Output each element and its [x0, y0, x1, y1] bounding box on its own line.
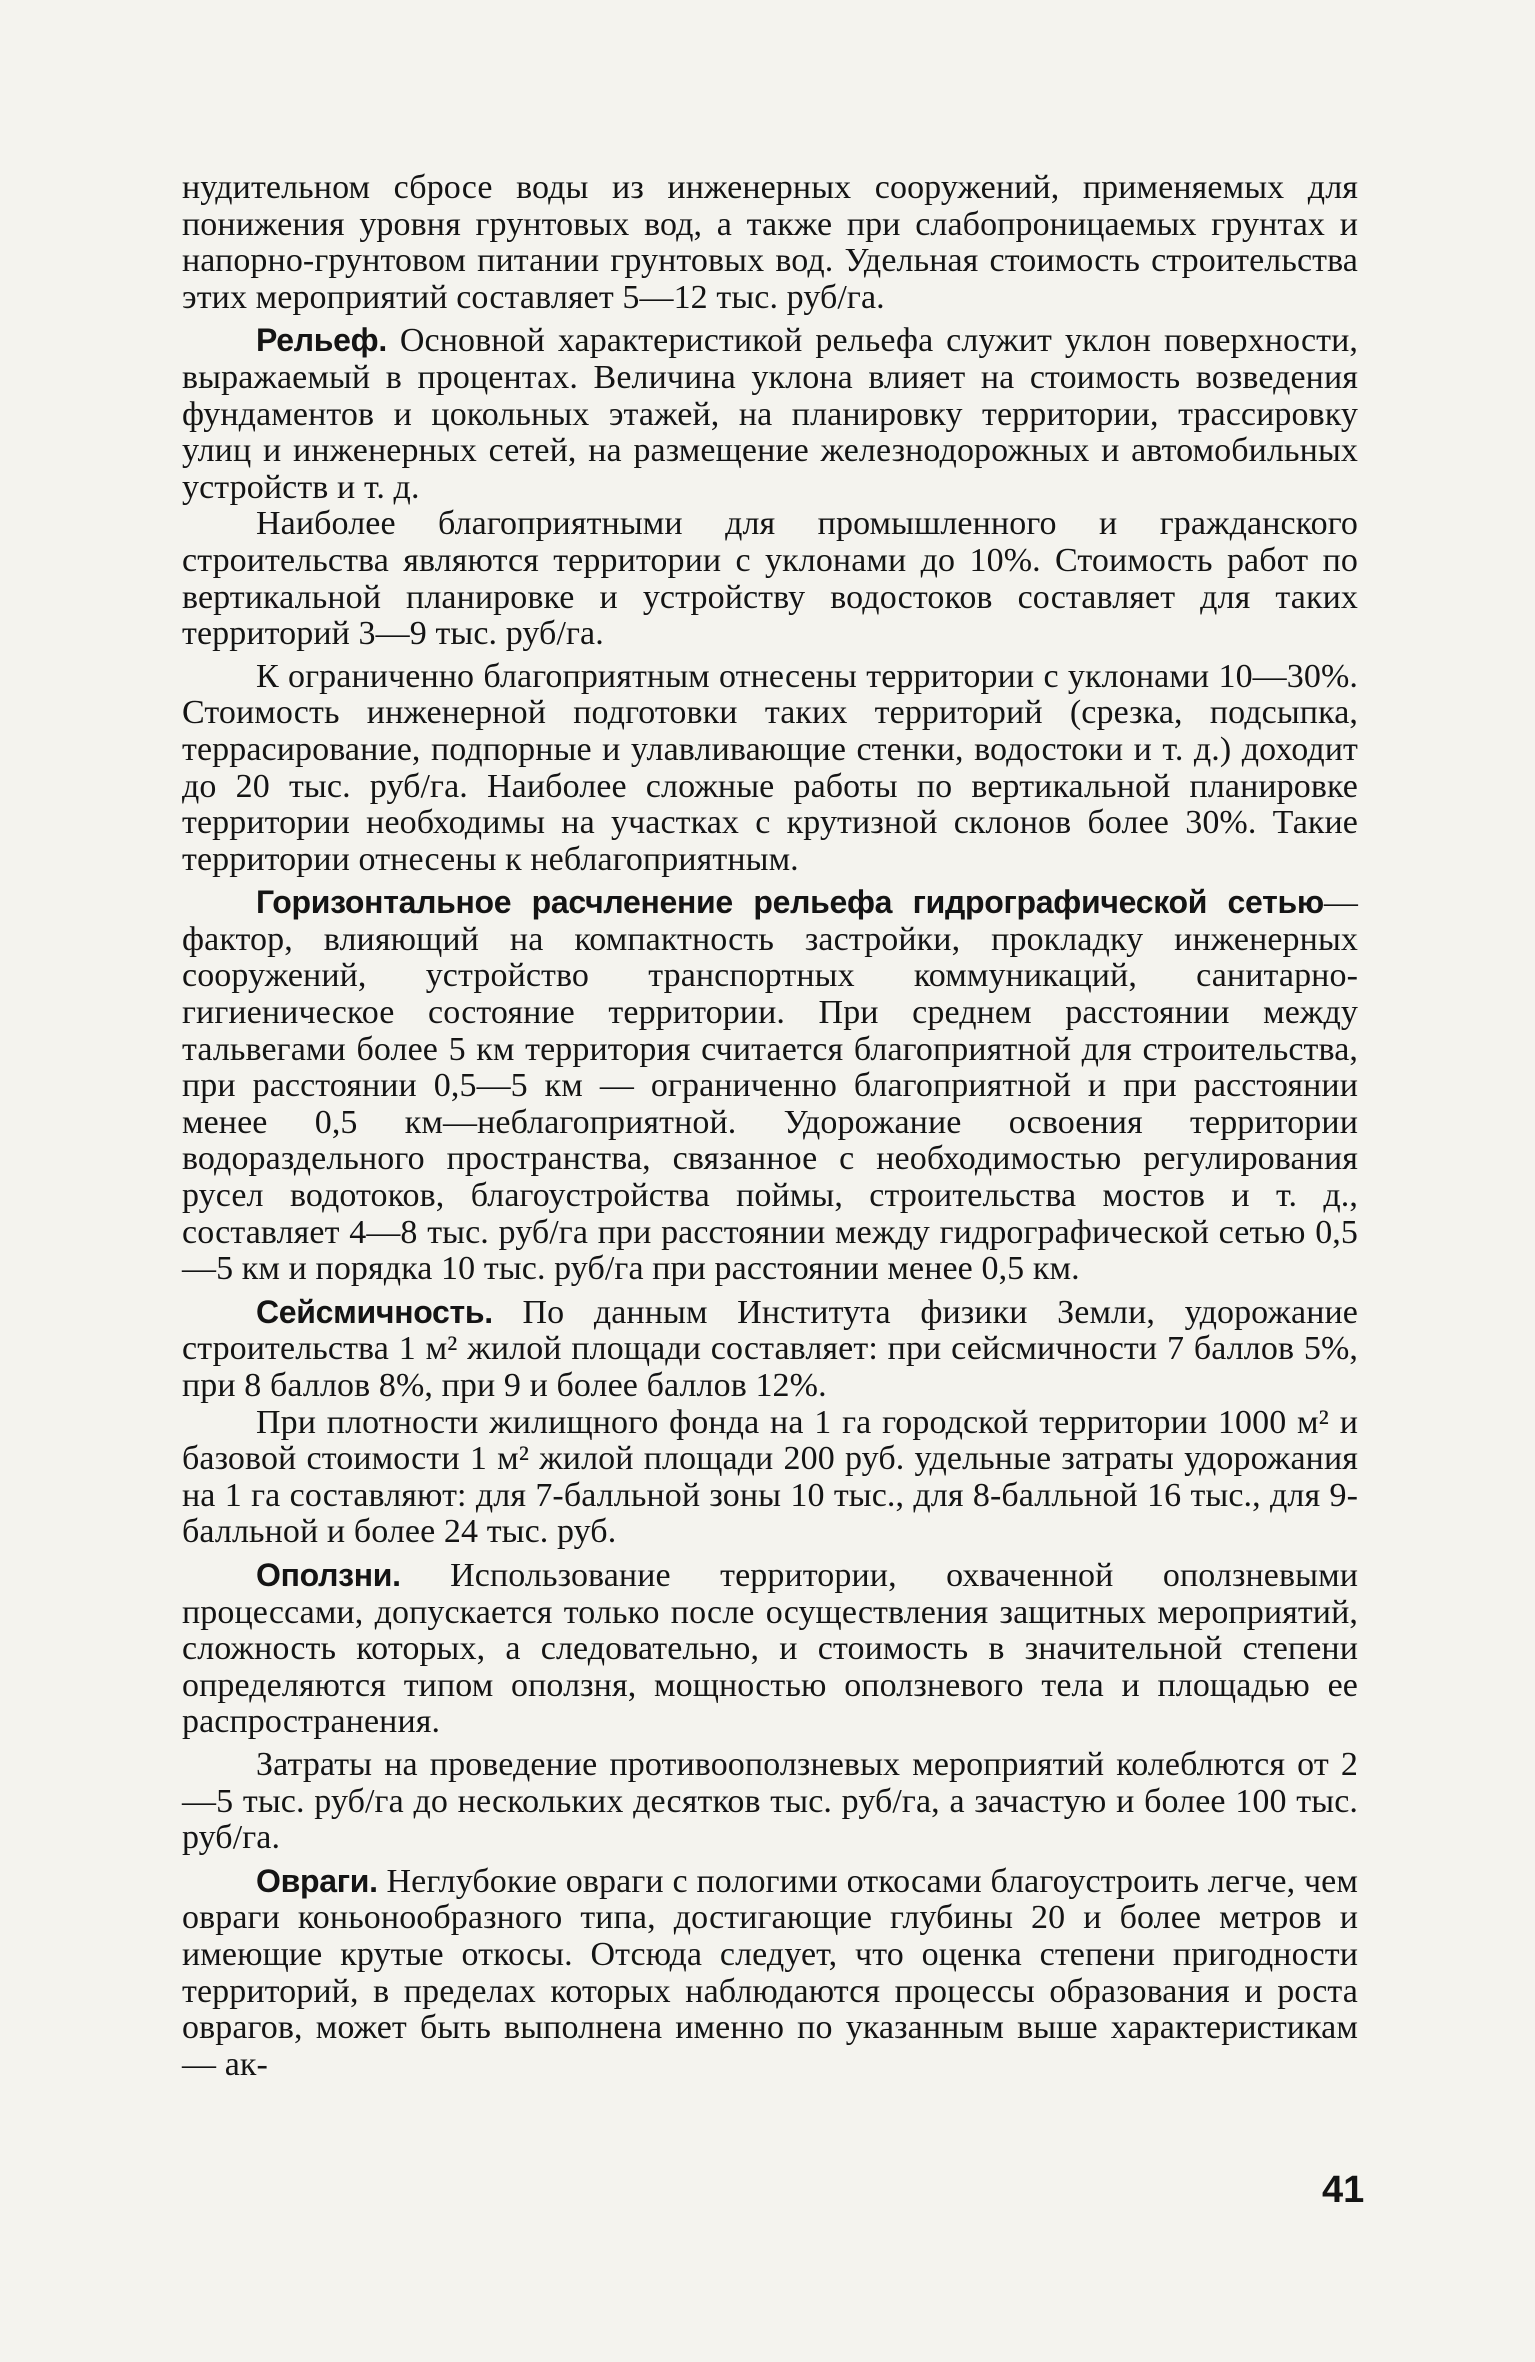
- paragraph-seismicity: [182, 1294, 1358, 1405]
- body-text: [182, 170, 1358, 2083]
- page-number: 41: [1322, 2169, 1365, 2211]
- heading-seismicity: Сейсмичность.: [256, 1293, 493, 1330]
- paragraph-ravines: [182, 1863, 1358, 2084]
- paragraph-1: [182, 170, 1358, 316]
- paragraph-7: [182, 1405, 1358, 1551]
- paragraph-7-text: При плотности жилищного фонда на 1 га городской территории 1000 м² и базовой стоимости 1 м² жилой площади 200 руб. удельные затраты удорожания на 1 га составляют: для 7-балльной зоны 10 тыс., для 8-балльной 16 тыс., для 9-балльной и более 24 тыс. руб.: [182, 1403, 1358, 1551]
- paragraph-relief-text: Основной характеристикой рельефа служит уклон поверхности, выражаемый в процентах. Величина уклона влияет на стоимость возведения фундаментов и цокольных этажей, на планировку территории, трассировку улиц и инженерных сетей, на размещение железнодорожных и автомобильных устройств и т. д.: [182, 322, 1358, 506]
- heading-ravines: Овраги.: [256, 1862, 378, 1899]
- paragraph-1-text: нудительном сбросе воды из инженерных сооружений, применяемых для понижения уровня грунтовых вод, а также при слабопроницаемых грунтах и напорно-грунтовом питании грунтовых вод. Удельная стоимость строительства этих мероприятий составляет 5—12 тыс. руб/га.: [182, 169, 1358, 316]
- heading-landslides: Оползни.: [256, 1556, 401, 1593]
- paragraph-9-text: Затраты на проведение противооползневых мероприятий колеблются от 2—5 тыс. руб/га до нескольких десятков тыс. руб/га, а зачастую и более 100 тыс. руб/га.: [182, 1745, 1358, 1857]
- heading-dissection: Горизонтальное расчленение рельефа гидрографической сетью: [256, 884, 1324, 921]
- heading-relief: Рельеф.: [256, 322, 387, 359]
- paragraph-landslides-text: Использование территории, охваченной оползневыми процессами, допускается только после осуществления защитных мероприятий, сложность которых, а следовательно, и стоимость в значительной степени определяются типом оползня, мощностью оползневого тела и площадью ее распространения.: [182, 1556, 1358, 1741]
- paragraph-dissection-text: — фактор, влияющий на компактность застройки, прокладку инженерных сооружений, устройство транспортных коммуникаций, санитарно-гигиеническое состояние территории. При среднем расстоянии между тальвегами более 5 км территория считается благоприятной для строительства, при расстоянии 0,5—5 км — ограниченно благоприятной и при расстоянии менее 0,5 км—неблагоприятной. Удорожание освоения территории водораздельного пространства, связанное с необходимостью регулирования русел водотоков, благоустройства поймы, строительства мостов и т. д., составляет 4—8 тыс. руб/га при расстоянии между гидрографической сетью 0,5—5 км и порядка 10 тыс. руб/га при расстоянии менее 0,5 км.: [182, 884, 1358, 1288]
- paragraph-9: [182, 1747, 1358, 1857]
- paragraph-dissection: [182, 884, 1358, 1288]
- paragraph-3: [182, 506, 1358, 652]
- paragraph-seismicity-text: По данным Института физики Земли, удорожание строительства 1 м² жилой площади составляет: при сейсмичности 7 баллов 5%, при 8 баллов 8%, при 9 и более баллов 12%.: [182, 1293, 1358, 1404]
- paragraph-relief: [182, 322, 1358, 506]
- paragraph-4: [182, 659, 1358, 879]
- paragraph-3-text: Наиболее благоприятными для промышленного и гражданского строительства являются территории с уклонами до 10%. Стоимость работ по вертикальной планировке и устройству водостоков составляет для таких территорий 3—9 тыс. руб/га.: [182, 505, 1358, 653]
- paragraph-ravines-text: Неглубокие овраги с пологими откосами благоустроить легче, чем овраги коньонообразного типа, достигающие глубины 20 и более метров и имеющие крутые откосы. Отсюда следует, что оценка степени пригодности территорий, в пределах которых наблюдаются процессы образования и роста оврагов, может быть выполнена именно по указанным выше характеристикам — ак-: [182, 1862, 1358, 2083]
- paragraph-4-text: К ограниченно благоприятным отнесены территории с уклонами 10—30%. Стоимость инженерной подготовки таких территорий (срезка, подсыпка, террасирование, подпорные и улавливающие стенки, водостоки и т. д.) доходит до 20 тыс. руб/га. Наиболее сложные работы по вертикальной планировке территории необходимы на участках с крутизной склонов более 30%. Такие территории отнесены к неблагоприятным.: [182, 657, 1358, 878]
- paragraph-landslides: [182, 1557, 1358, 1741]
